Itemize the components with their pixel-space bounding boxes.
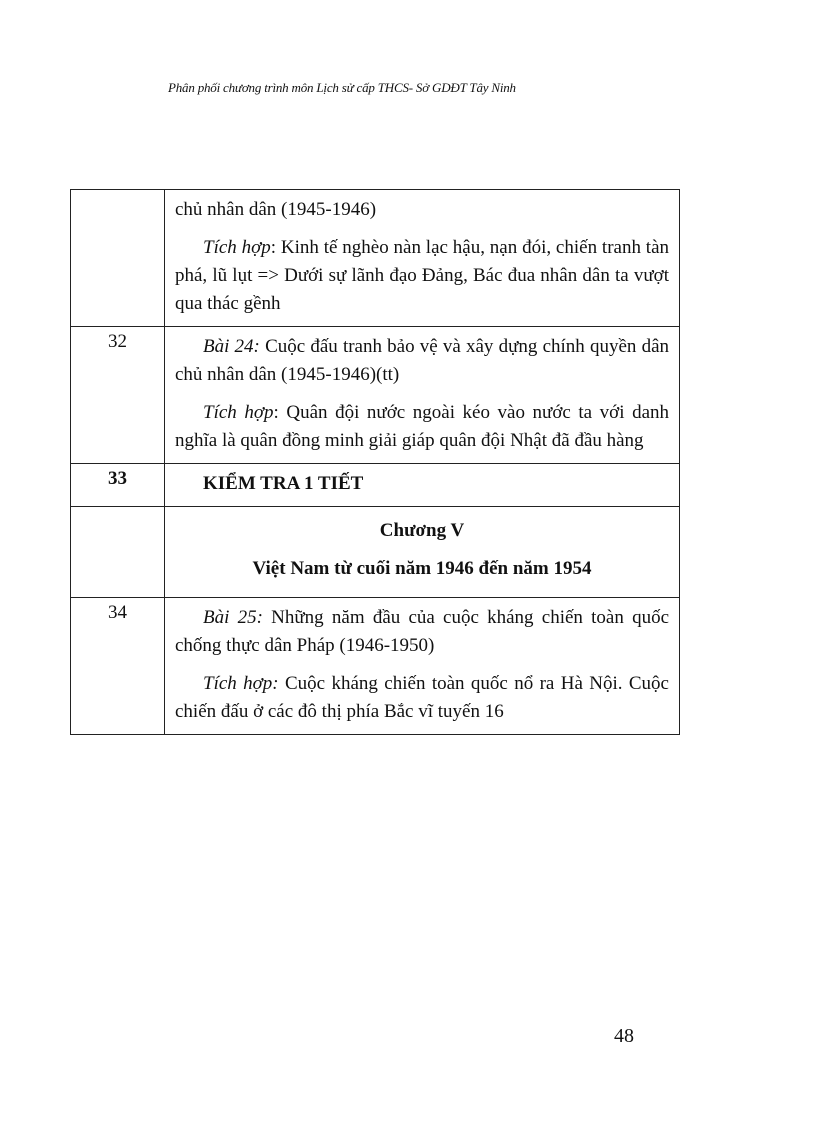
integration-note xyxy=(175,399,669,455)
lesson-content-cell xyxy=(165,464,680,507)
document-header: Phân phối chương trình môn Lịch sử cấp THCS- Sở GDĐT Tây Ninh xyxy=(168,80,516,95)
table-row xyxy=(71,190,680,327)
integration-note xyxy=(175,234,669,318)
lesson-content-cell xyxy=(165,327,680,464)
lesson-number-cell xyxy=(71,190,165,327)
integration-note xyxy=(175,670,669,726)
table-row xyxy=(71,507,680,598)
integration-text: Cuộc kháng chiến toàn quốc nổ ra Hà Nội. Cuộc chiến đấu ở các đô thị phía Bắc vĩ tuyến 16 xyxy=(175,673,669,722)
test-title: KIỂM TRA 1 TIẾT xyxy=(203,473,364,494)
integration-text: : Kinh tế nghèo nàn lạc hậu, nạn đói, chiến tranh tàn phá, lũ lụt => Dưới sự lãnh đạo Đảng, Bác đua nhân dân ta vượt qua thác gềnh xyxy=(175,237,670,314)
table-row xyxy=(71,598,680,735)
lesson-number-cell: 34 xyxy=(71,598,165,735)
table-row xyxy=(71,327,680,464)
integration-label: Tích hợp: xyxy=(203,673,279,694)
chapter-heading-cell xyxy=(165,507,680,598)
integration-text: : Quân đội nước ngoài kéo vào nước ta với danh nghĩa là quân đồng minh giải giáp quân đội Nhật đã đầu hàng xyxy=(175,402,669,451)
lesson-title xyxy=(175,333,669,389)
chapter-label: Chương V xyxy=(379,520,465,541)
lesson-content-cell xyxy=(165,598,680,735)
table-row xyxy=(71,464,680,507)
lesson-text: Cuộc đấu tranh bảo vệ và xây dựng chính quyền dân chủ nhân dân (1945-1946)(tt) xyxy=(175,336,669,385)
lesson-number-cell xyxy=(71,507,165,598)
lesson-label: Bài 25: xyxy=(203,607,263,628)
curriculum-table xyxy=(70,189,680,735)
lesson-text: chủ nhân dân (1945-1946) xyxy=(175,199,377,220)
lesson-label: Bài 24: xyxy=(203,336,260,357)
lesson-content-cell xyxy=(165,190,680,327)
integration-label: Tích hợp xyxy=(203,237,271,258)
lesson-number-cell: 33 xyxy=(71,464,165,507)
lesson-title xyxy=(175,604,669,660)
chapter-title: Việt Nam từ cuối năm 1946 đến năm 1954 xyxy=(252,558,592,579)
integration-label: Tích hợp xyxy=(203,402,274,423)
lesson-number-cell: 32 xyxy=(71,327,165,464)
lesson-text: Những năm đầu của cuộc kháng chiến toàn quốc chống thực dân Pháp (1946-1950) xyxy=(175,607,669,656)
page-number: 48 xyxy=(614,1025,634,1047)
